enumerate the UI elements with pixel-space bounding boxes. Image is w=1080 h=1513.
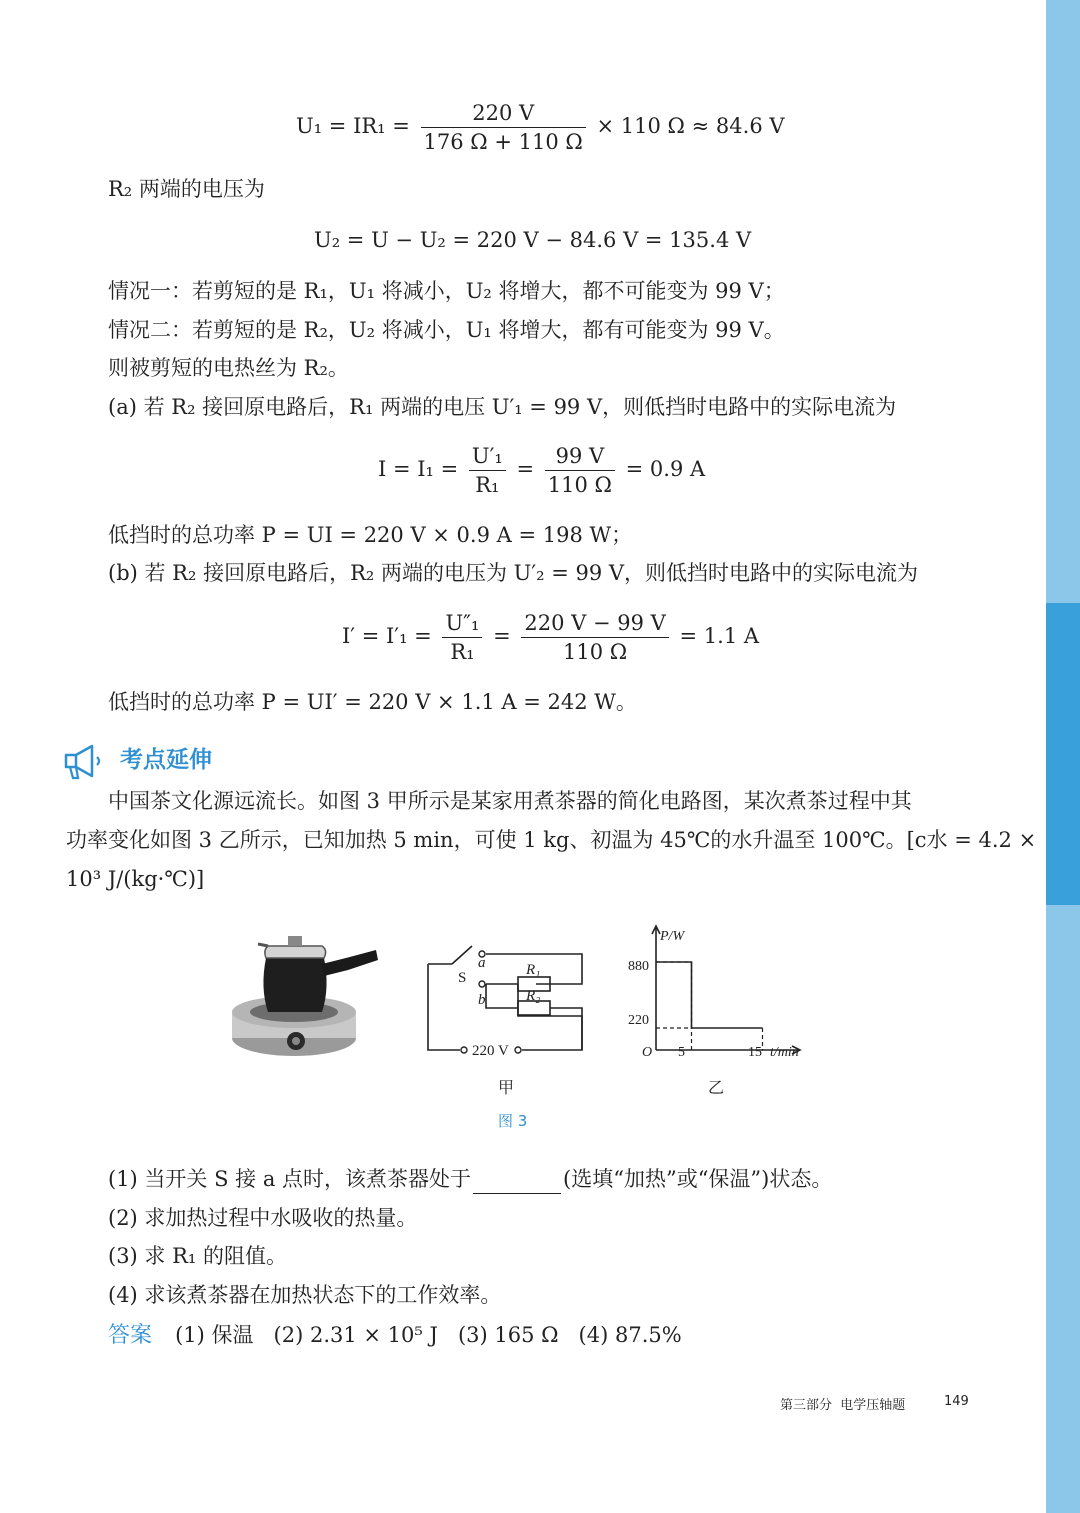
- equation-3: [378, 443, 705, 498]
- power-b-text: 低挡时的总功率 P = UI′ = 220 V × 1.1 A = 242 W。: [108, 690, 637, 714]
- figure-caption: 图 3: [498, 1112, 528, 1130]
- x-tick-15: 15: [748, 1045, 762, 1060]
- case-1-text: 情况一：若剪短的是 R₁，U₁ 将减小，U₂ 将增大，都不可能变为 99 V；: [108, 279, 785, 303]
- source-label: 220 V: [472, 1043, 509, 1059]
- question-4: (4) 求该煮茶器在加热状态下的工作效率。: [108, 1283, 502, 1307]
- equation-4: [342, 610, 759, 665]
- eq3-denominator-1: R₁: [475, 473, 500, 497]
- power-series-line: [656, 962, 763, 1028]
- section-title: 考点延伸: [120, 747, 212, 773]
- x-axis-label: t/min: [770, 1045, 799, 1060]
- problem-line-3: 10³ J/(kg·℃)]: [66, 867, 205, 891]
- problem-line-2: 功率变化如图 3 乙所示，已知加热 5 min，可使 1 kg、初温为 45℃的水升温至 100℃。[c水 = 4.2 ×: [66, 828, 1037, 852]
- part-a-text: (a) 若 R₂ 接回原电路后，R₁ 两端的电压 U′₁ = 99 V，则低挡时电路中的实际电流为: [108, 395, 897, 419]
- page-number: 149: [944, 1394, 969, 1409]
- power-a-text: 低挡时的总功率 P = UI = 220 V × 0.9 A = 198 W；: [108, 523, 633, 547]
- figure-label-yi: 乙: [708, 1078, 725, 1097]
- equation-2: U₂ = U − U₂ = 220 V − 84.6 V = 135.4 V: [314, 228, 752, 252]
- eq4-equals: =: [493, 624, 511, 648]
- eq3-fraction-2: [545, 443, 615, 498]
- part-b-text: (b) 若 R₂ 接回原电路后，R₂ 两端的电压为 U′₂ = 99 V，则低挡时电路中的实际电流为: [108, 561, 919, 585]
- case-2-text: 情况二：若剪短的是 R₂，U₂ 将减小，U₁ 将增大，都有可能变为 99 V。: [108, 318, 785, 342]
- y-axis-label: P/W: [660, 929, 685, 944]
- equation-1: [296, 100, 785, 155]
- eq3-denominator-2: 110 Ω: [547, 473, 612, 497]
- circuit-diagram: [414, 940, 598, 1064]
- footer-section: 第三部分 电学压轴题: [780, 1398, 906, 1413]
- y-tick-880: 880: [628, 959, 649, 974]
- eq1-denominator: 176 Ω + 110 Ω: [423, 130, 583, 154]
- eq3-fraction-1: [469, 443, 506, 498]
- eq3-numerator-2: 99 V: [545, 443, 615, 471]
- eq4-rhs: = 1.1 A: [679, 624, 760, 648]
- r2-voltage-intro: R₂ 两端的电压为: [108, 177, 265, 201]
- eq1-numerator: 220 V: [421, 100, 586, 128]
- question-1-suffix: (选填“加热”或“保温”)状态。: [563, 1167, 833, 1191]
- question-1: [108, 1164, 832, 1194]
- answer-content: (1) 保温 (2) 2.31 × 10⁵ J (3) 165 Ω (4) 87.5%: [175, 1323, 682, 1347]
- power-time-graph: [628, 918, 816, 1066]
- question-2: (2) 求加热过程中水吸收的热量。: [108, 1206, 418, 1230]
- side-tab: [1046, 0, 1080, 1513]
- eq1-fraction: [421, 100, 586, 155]
- eq4-fraction-2: [521, 610, 668, 665]
- eq4-fraction-1: [442, 610, 482, 665]
- y-tick-220: 220: [628, 1013, 649, 1028]
- question-1-prefix: (1) 当开关 S 接 a 点时，该煮茶器处于: [108, 1167, 472, 1191]
- x-tick-5: 5: [678, 1045, 685, 1060]
- point-a-label: a: [478, 955, 486, 971]
- origin-label: O: [642, 1045, 653, 1060]
- answer-label: 答案: [108, 1323, 153, 1348]
- eq3-numerator-1: U′₁: [469, 443, 506, 471]
- answer-row: [108, 1318, 682, 1350]
- r1-label: R₁: [526, 962, 541, 978]
- point-b-label: b: [478, 992, 486, 1008]
- eq4-numerator-2: 220 V − 99 V: [521, 610, 668, 638]
- side-tab-highlight: [1046, 603, 1080, 905]
- r2-label: R₂: [526, 988, 541, 1004]
- problem-line-1: 中国茶文化源远流长。如图 3 甲所示是某家用煮茶器的简化电路图，某次煮茶过程中其: [108, 789, 912, 813]
- eq3-equals: =: [516, 457, 535, 481]
- eq4-denominator-2: 110 Ω: [563, 640, 628, 664]
- conclusion-text: 则被剪短的电热丝为 R₂。: [108, 356, 349, 380]
- eq3-lhs: I = I₁ =: [378, 457, 459, 481]
- eq4-lhs: I′ = I′₁ =: [342, 624, 432, 648]
- eq1-rhs: × 110 Ω ≈ 84.6 V: [596, 114, 785, 138]
- megaphone-icon: [62, 743, 104, 781]
- eq3-rhs: = 0.9 A: [625, 457, 706, 481]
- tea-maker-photo: [228, 928, 380, 1060]
- eq4-denominator-1: R₁: [450, 640, 475, 664]
- eq4-numerator-1: U″₁: [442, 610, 482, 638]
- switch-label: S: [458, 970, 467, 986]
- answer-blank[interactable]: [473, 1173, 561, 1194]
- question-3: (3) 求 R₁ 的阻值。: [108, 1244, 288, 1268]
- eq1-lhs: U₁ = IR₁ =: [296, 114, 410, 138]
- figure-label-jia: 甲: [498, 1078, 515, 1097]
